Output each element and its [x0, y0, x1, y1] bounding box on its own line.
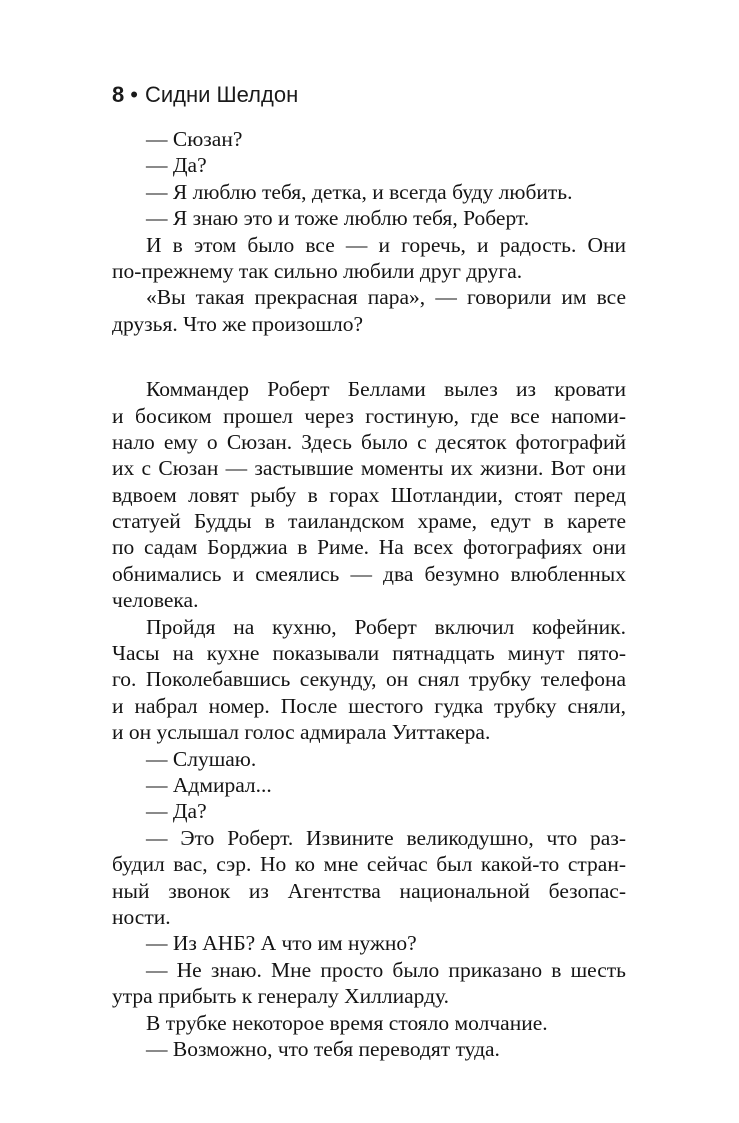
- text-line: — Адмирал...: [146, 772, 272, 797]
- text-line: — Слушаю.: [146, 746, 257, 771]
- text-line: «Вы такая прекрасная пара», — говорили им все: [146, 285, 626, 310]
- text-line: — Из АНБ? А что им нужно?: [146, 931, 417, 956]
- text-line: и он услышал голос адмирала Уиттакера.: [112, 720, 491, 745]
- text-line: Коммандер Роберт Беллами вылез из кровати: [146, 377, 626, 402]
- text-line: — Я люблю тебя, детка, и всегда буду любить.: [146, 179, 573, 204]
- text-line: — Возможно, что тебя переводят туда.: [146, 1036, 500, 1061]
- text-line: по-прежнему так сильно любили друг друга.: [112, 258, 523, 283]
- text-line: — Это Роберт. Извините великодушно, что раз-: [146, 825, 626, 850]
- text-line: и босиком прошел через гостиную, где все напоми-: [112, 403, 626, 428]
- text-line: обнимались и смеялись — два безумно влюбленных: [112, 561, 626, 586]
- text-line: ный звонок из Агентства национальной безопас-: [112, 878, 626, 903]
- body-text: [112, 126, 626, 1062]
- text-line: В трубке некоторое время стояло молчание.: [146, 1010, 548, 1035]
- header-bullet: •: [130, 82, 138, 107]
- text-line: — Да?: [146, 153, 207, 178]
- text-line: будил вас, сэр. Но ко мне сейчас был какой-то стран-: [112, 852, 626, 877]
- text-line: и набрал номер. После шестого гудка трубку сняли,: [112, 693, 626, 718]
- text-line: — Не знаю. Мне просто было приказано в шесть: [146, 957, 626, 982]
- text-line: статуей Будды в таиландском храме, едут в карете: [112, 509, 626, 534]
- page-number: 8: [112, 82, 125, 107]
- text-line: по садам Борджиа в Риме. На всех фотографиях они: [112, 535, 626, 560]
- text-line: го. Поколебавшись секунду, он снял трубку телефона: [112, 667, 626, 692]
- text-line: И в этом было все — и горечь, и радость. Они: [146, 232, 626, 257]
- running-header: [112, 82, 298, 108]
- section-break: [112, 337, 626, 376]
- text-line: ности.: [112, 904, 171, 929]
- text-line: Часы на кухне показывали пятнадцать минут пято-: [112, 641, 626, 666]
- text-line: утра прибыть к генералу Хиллиарду.: [112, 984, 449, 1009]
- text-line: Пройдя на кухню, Роберт включил кофейник.: [146, 614, 626, 639]
- text-line: друзья. Что же произошло?: [112, 311, 363, 336]
- text-line: их с Сюзан — застывшие моменты их жизни. Вот они: [112, 456, 626, 481]
- text-line: нало ему о Сюзан. Здесь было с десяток фотографий: [112, 429, 626, 454]
- text-line: вдвоем ловят рыбу в горах Шотландии, стоят перед: [112, 482, 626, 507]
- running-header-author: Сидни Шелдон: [144, 82, 299, 107]
- text-line: — Сюзан?: [146, 127, 243, 151]
- text-line: человека.: [112, 588, 199, 613]
- text-line: — Я знаю это и тоже люблю тебя, Роберт.: [146, 206, 530, 231]
- text-line: — Да?: [146, 799, 207, 824]
